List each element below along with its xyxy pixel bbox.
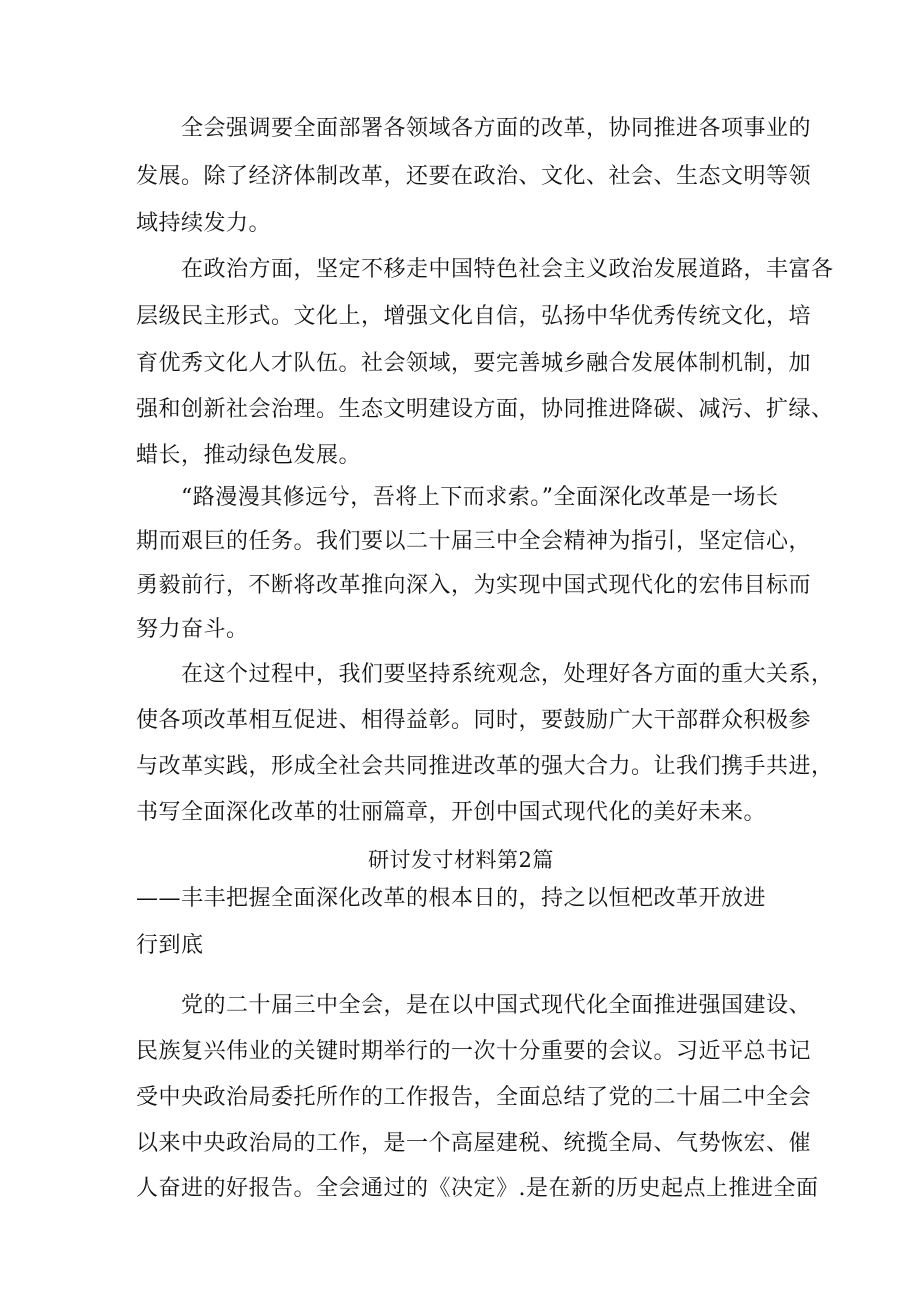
section2-paragraph-1-line-3: 受中央政治局委托所作的工作报告，全面总结了党的二十届二中全会 <box>136 1085 812 1110</box>
paragraph-3-line-2: 期而艰巨的任务。我们要以二十届三中全会精神为指引，坚定信心， <box>136 529 812 554</box>
section-title: 研讨发寸材料第2篇 <box>368 848 554 872</box>
paragraph-4-line-4: 书写全面深化改革的壮丽篇章，开创中国式现代化的美好未来。 <box>136 800 767 825</box>
paragraph-1-line-3: 域持续发力。 <box>136 211 272 236</box>
paragraph-4-line-1: 在这个过程中，我们要坚持系统观念，处理好各方面的重大关系， <box>181 662 834 687</box>
section2-paragraph-1-line-4: 以来中央政治局的工作，是一个高屋建税、统揽全局、气势恢宏、催 <box>136 1131 812 1156</box>
subtitle-line-2: 行到底 <box>136 933 204 958</box>
paragraph-2-line-2: 层级民主形式。文化上，增强文化自信，弘扬中华优秀传统文化，培 <box>136 304 812 329</box>
paragraph-2-line-3: 育优秀文化人才队伍。社会领域，要完善城乡融合发展体制机制，加 <box>136 351 812 376</box>
paragraph-3-line-1: “路漫漫其修远兮，吾将上下而求索。”全面深化改革是一场长 <box>181 485 779 510</box>
section2-paragraph-1-line-1: 党的二十届三中全会，是在以中国式现代化全面推进强国建设、 <box>181 993 812 1018</box>
paragraph-1-line-1: 全会强调要全面部署各领域各方面的改革，协同推进各项事业的 <box>181 116 812 141</box>
paragraph-4-line-2: 使各项改革相互促进、相得益彰。同时，要鼓励广大干部群众积极参 <box>136 708 812 733</box>
section2-paragraph-1-line-2: 民族复兴伟业的关键时期举行的一次十分重要的会议。习近平总书记 <box>136 1039 812 1064</box>
paragraph-3-line-4: 努力奋斗。 <box>136 617 249 642</box>
paragraph-2-line-5: 蜡长，推动绿色发展。 <box>136 443 362 468</box>
section2-paragraph-1-line-5: 人奋进的好报告。全会通过的《决定》.是在新的历史起点上推进全面 <box>136 1176 819 1201</box>
paragraph-4-line-3: 与改革实践，形成全社会共同推进改革的强大合力。让我们携手共进， <box>136 754 834 779</box>
paragraph-1-line-2: 发展。除了经济体制改革，还要在政治、文化、社会、生态文明等领 <box>136 164 812 189</box>
subtitle-line-1: ——丰丰把握全面深化改革的根本日的，持之以恒杷改革开放进 <box>136 886 767 911</box>
paragraph-3-line-3: 勇毅前行，不断将改革推向深入，为实现中国式现代化的宏伟目标而 <box>136 573 812 598</box>
paragraph-2-line-1: 在政治方面，坚定不移走中国特色社会主义政治发展道路，丰富各 <box>181 257 834 282</box>
paragraph-2-line-4: 强和创新社会治理。生态文明建设方面，协同推进降碳、减污、扩绿、 <box>136 397 834 422</box>
